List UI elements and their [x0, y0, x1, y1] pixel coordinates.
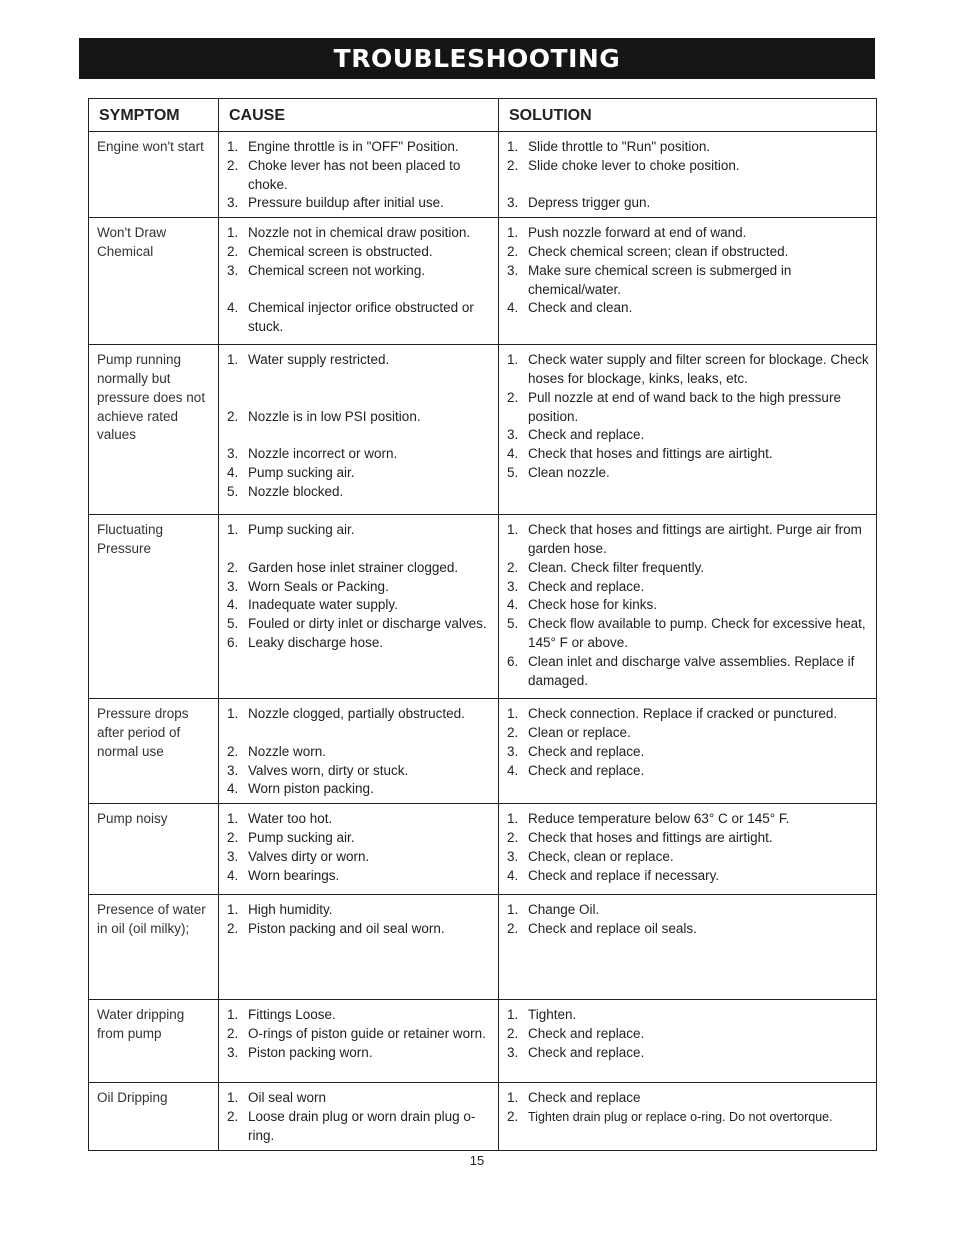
table-row	[89, 1083, 877, 1150]
symptom-cell: Oil Dripping	[89, 1083, 219, 1150]
list-item: 2. Check and replace.	[507, 1025, 645, 1041]
list-item: 1. Slide throttle to "Run" position.	[507, 139, 711, 154]
list-item: 2. Clean. Check filter frequently.	[507, 559, 705, 575]
list-item: 1. Check that hoses and fittings are airtight. Purge air from garden hose.	[507, 522, 862, 556]
solution-cell	[499, 132, 877, 218]
list-item: 4. Check hose for kinks.	[507, 597, 658, 613]
cause-cell	[219, 1083, 499, 1150]
solution-cell	[499, 804, 877, 895]
list-item: 3. Nozzle incorrect or worn.	[227, 446, 398, 462]
list-item: 2. Tighten drain plug or replace o-ring. Do not overtorque.	[507, 1108, 833, 1124]
table-row	[89, 132, 877, 218]
list-item: 3. Check and replace.	[507, 578, 645, 594]
list-item: 3. Worn Seals or Packing.	[227, 578, 389, 594]
list-item: 4. Inadequate water supply.	[227, 597, 398, 613]
list-item: 4. Check that hoses and fittings are airtight.	[507, 446, 773, 462]
list-item: 1. Push nozzle forward at end of wand.	[507, 225, 747, 241]
list-item: 1. Nozzle clogged, partially obstructed.	[227, 706, 465, 722]
cause-cell	[219, 895, 499, 1000]
header-solution: SOLUTION	[499, 99, 877, 132]
table-row	[89, 699, 877, 804]
list-item: 1. Check and replace	[507, 1090, 641, 1106]
list-item: 2. Check and replace oil seals.	[507, 920, 697, 936]
symptom-cell: Pump noisy	[89, 804, 219, 895]
list-item: 2. Nozzle worn.	[227, 743, 327, 759]
list-item: 2. O-rings of piston guide or retainer worn.	[227, 1025, 486, 1041]
table-header-row	[89, 99, 877, 132]
symptom-cell: Fluctuating Pressure	[89, 515, 219, 699]
list-item: 3. Pressure buildup after initial use.	[227, 195, 444, 211]
table-row	[89, 895, 877, 1000]
list-item: 1. Fittings Loose.	[227, 1007, 336, 1023]
list-item: 2. Check chemical screen; clean if obstructed.	[507, 243, 789, 259]
cause-cell	[219, 345, 499, 515]
list-item: 4. Worn piston packing.	[227, 781, 374, 797]
list-item: 1. High humidity.	[227, 902, 333, 918]
list-item: 1. Water supply restricted.	[227, 352, 390, 368]
table-row	[89, 515, 877, 699]
symptom-cell: Presence of water in oil (oil milky);	[89, 895, 219, 1000]
list-item: 1. Nozzle not in chemical draw position.	[227, 225, 471, 241]
list-item: 1. Change Oil.	[507, 902, 600, 918]
cause-cell	[219, 218, 499, 345]
cause-cell	[219, 699, 499, 804]
list-item: 4. Chemical injector orifice obstructed or stuck.	[227, 300, 474, 335]
cause-cell	[219, 1000, 499, 1083]
list-item: 3. Valves worn, dirty or stuck.	[227, 762, 409, 778]
page-number: 15	[469, 1153, 485, 1168]
list-item: 5. Check flow available to pump. Check for excessive heat, 145° F or above.	[507, 616, 866, 650]
list-item: 4. Check and clean.	[507, 300, 633, 316]
list-item: 2. Piston packing and oil seal worn.	[227, 920, 445, 936]
cause-cell	[219, 132, 499, 218]
list-item: 1. Pump sucking air.	[227, 522, 355, 538]
table-row	[89, 218, 877, 345]
table-row	[89, 804, 877, 895]
list-item: 5. Nozzle blocked.	[227, 483, 344, 499]
list-item: 1. Check connection. Replace if cracked or punctured.	[507, 706, 838, 722]
symptom-cell: Water dripping from pump	[89, 1000, 219, 1083]
list-item: 3. Check, clean or replace.	[507, 848, 674, 864]
troubleshooting-table	[88, 98, 877, 1151]
list-item: 2. Nozzle is in low PSI position.	[227, 408, 421, 424]
list-item: 1. Water too hot.	[227, 811, 333, 827]
list-item: 1. Engine throttle is in "OFF" Position.	[227, 139, 459, 154]
list-item: 3. Check and replace.	[507, 1044, 645, 1060]
list-item: 5. Clean nozzle.	[507, 464, 610, 480]
list-item: 2. Loose drain plug or worn drain plug o-ring.	[227, 1108, 476, 1143]
symptom-cell: Pump running normally but pressure does not achieve rated values	[89, 345, 219, 515]
list-item: 3. Chemical screen not working.	[227, 262, 426, 278]
list-item: 3. Make sure chemical screen is submerged in chemical/water.	[507, 262, 792, 297]
list-item: 3. Valves dirty or worn.	[227, 848, 370, 864]
header-symptom: SYMPTOM	[89, 99, 219, 132]
table-row	[89, 1000, 877, 1083]
symptom-cell: Engine won't start	[89, 132, 219, 218]
list-item: 4. Check and replace if necessary.	[507, 867, 720, 883]
list-item: 2. Clean or replace.	[507, 724, 631, 740]
list-item: 3. Check and replace.	[507, 743, 645, 759]
list-item: 1. Reduce temperature below 63° C or 145° F.	[507, 811, 790, 827]
list-item: 3. Depress trigger gun.	[507, 195, 651, 211]
solution-cell	[499, 895, 877, 1000]
list-item: 5. Fouled or dirty inlet or discharge valves.	[227, 616, 487, 632]
solution-cell	[499, 218, 877, 345]
list-item: 1. Check water supply and filter screen for blockage. Check hoses for blockage, kinks, leaks, etc.	[507, 352, 869, 386]
list-item: 1. Oil seal worn	[227, 1090, 327, 1106]
symptom-cell: Pressure drops after period of normal use	[89, 699, 219, 804]
list-item: 3. Check and replace.	[507, 427, 645, 443]
list-item: 2. Garden hose inlet strainer clogged.	[227, 559, 459, 575]
list-item: 4. Worn bearings.	[227, 867, 340, 883]
solution-cell	[499, 515, 877, 699]
table-row	[89, 345, 877, 515]
list-item: 2. Pull nozzle at end of wand back to the high pressure position.	[507, 389, 841, 424]
list-item: 2. Check that hoses and fittings are airtight.	[507, 829, 773, 845]
list-item: 2. Choke lever has not been placed to choke.	[227, 157, 461, 192]
list-item: 6. Clean inlet and discharge valve assemblies. Replace if damaged.	[507, 653, 855, 688]
list-item: 6. Leaky discharge hose.	[227, 634, 384, 650]
list-item: 2. Chemical screen is obstructed.	[227, 243, 433, 259]
title-banner	[79, 38, 875, 79]
solution-cell	[499, 1000, 877, 1083]
cause-cell	[219, 804, 499, 895]
symptom-cell: Won't Draw Chemical	[89, 218, 219, 345]
list-item: 2. Slide choke lever to choke position.	[507, 157, 740, 173]
list-item: 4. Check and replace.	[507, 762, 645, 778]
list-item: 1. Tighten.	[507, 1007, 577, 1023]
solution-cell	[499, 1083, 877, 1150]
list-item: 4. Pump sucking air.	[227, 464, 355, 480]
solution-cell	[499, 345, 877, 515]
list-item: 3. Piston packing worn.	[227, 1044, 373, 1060]
list-item: 2. Pump sucking air.	[227, 829, 355, 845]
page-title: TROUBLESHOOTING	[333, 44, 621, 73]
solution-cell	[499, 699, 877, 804]
header-cause: CAUSE	[219, 99, 499, 132]
cause-cell	[219, 515, 499, 699]
